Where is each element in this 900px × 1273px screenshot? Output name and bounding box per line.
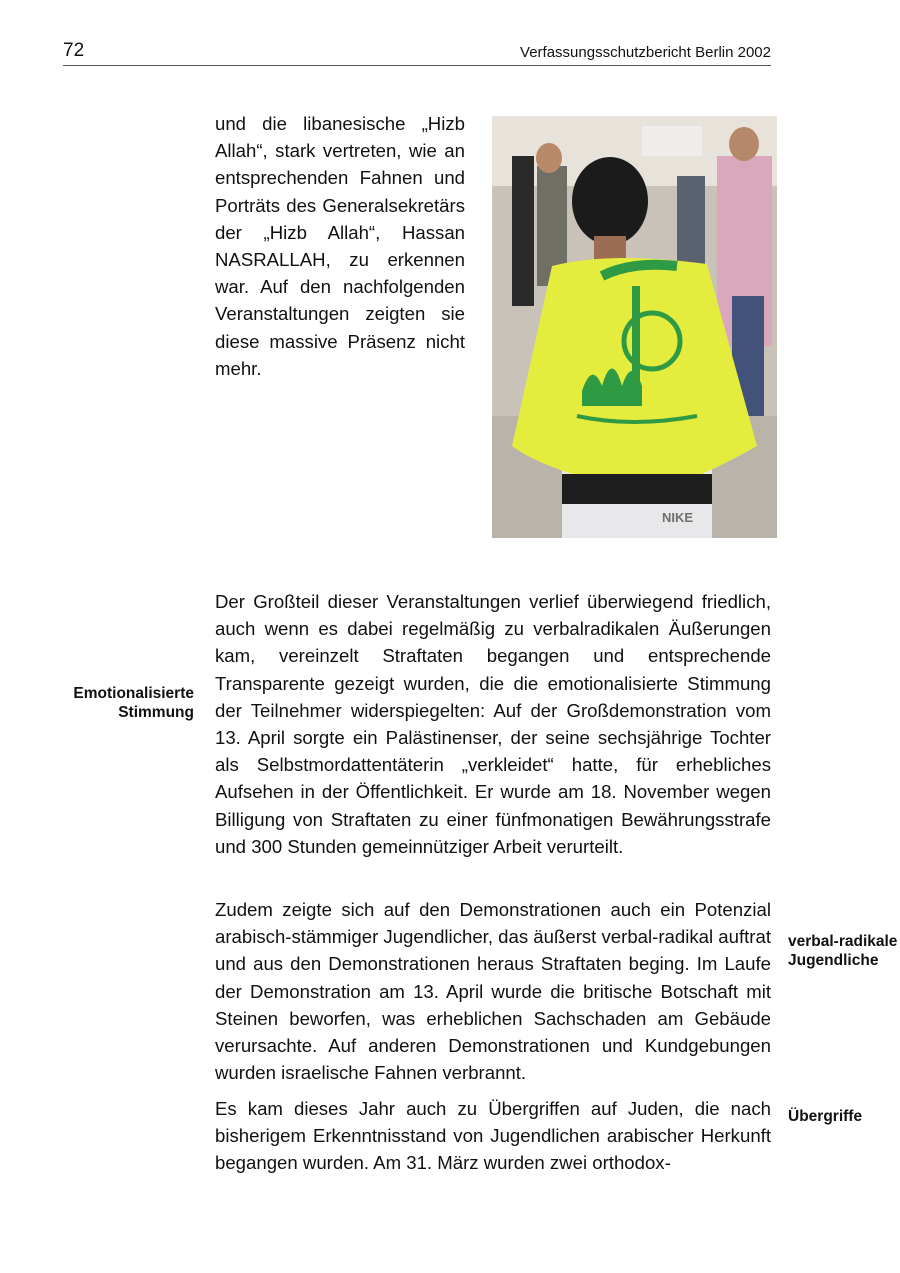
page-number: 72 <box>63 40 85 61</box>
demonstration-photo <box>492 116 777 538</box>
section-paragraph-1: Der Großteil dieser Veranstaltungen verlief überwiegend friedlich, auch wenn es dabei regelmäßig zu verbalradikalen Äußerungen kam, vereinzelt Straftaten begangen und entsprechende Transparente gezeigt wurden, die die emotionalisierte Stimmung der Teilnehmer widerspiegelten: Auf der Großdemonstration vom 13. April sorgte ein Palästinenser, der seine sechsjährige Tochter als Selbstmordattentäterin „verkleidet“ hatte, für erhebliches Aufsehen in der Öffentlichkeit. Er wurde am 18. November wegen Billigung von Straftaten zu einer fünfmonatigen Bewährungsstrafe und 300 Stunden gemeinnütziger Arbeit verurteilt. <box>215 591 771 857</box>
section-paragraph-2: Zudem zeigte sich auf den Demonstrationen auch ein Potenzial arabisch-stämmiger Jugendlicher, das äußerst verbal-radikal auftrat und aus den Demonstrationen heraus Straftaten beging. Im Laufe der Demonstration am 13. April wurde die britische Botschaft mit Steinen beworfen, was erheblichen Sachschaden am Gebäude verursachte. Auf anderen Demonstrationen und Kundgebungen wurden israelische Fahnen verbrannt. <box>215 899 771 1084</box>
svg-text:NIKE: NIKE <box>662 510 694 525</box>
side-note-verbal-radikale-jugendliche: verbal-radikale Jugendliche <box>788 933 898 969</box>
side-note-emotionalisierte-stimmung: Emotionalisierte Stimmung <box>73 685 194 721</box>
section-paragraph-3: Es kam dieses Jahr auch zu Übergriffen auf Juden, die nach bisherigem Erkenntnisstand von Jugendlichen arabischer Herkunft begangen wurden. Am 31. März wurden zwei orthodox- <box>215 1098 771 1174</box>
running-header-title: Verfassungsschutzbericht Berlin 2002 <box>520 44 771 61</box>
intro-paragraph: und die libanesische „Hizb Allah“, stark vertreten, wie an entsprechenden Fahnen und Porträts des Generalsekretärs der „Hizb Allah“, Hassan NASRALLAH, zu erkennen war. Auf den nachfolgenden Veranstaltungen zeigten sie diese massive Präsenz nicht mehr. <box>215 113 465 379</box>
header-rule <box>63 65 771 66</box>
side-note-uebergriffe: Übergriffe <box>788 1108 863 1125</box>
